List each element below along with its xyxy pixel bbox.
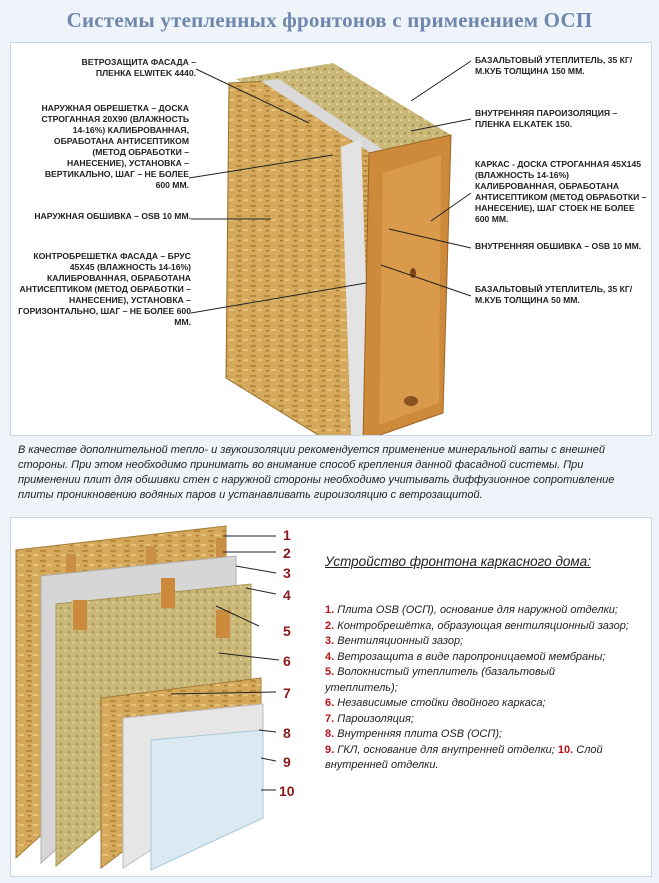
label-counter-battens: КОНТРОБРЕШЕТКА ФАСАДА – БРУС 45Х45 (ВЛАЖНОСТЬ 14-16%) КАЛИБРОВАННАЯ, ОБРАБОТАНА АНТИСЕПТИКОМ (МЕТОД ОБРАБОТКИ – НАНЕСЕНИЕ), УСТАНОВКА – ГОРИЗОНТАЛЬНО, ШАГ – НЕ БОЛЕЕ 600 ММ. [18,251,191,327]
diagram-number: 9 [283,754,291,770]
diagram-number: 6 [283,653,291,669]
leader-lines [11,43,651,435]
diagram-number: 7 [283,685,291,701]
top-illustration-panel [10,42,652,436]
diagram-number: 2 [283,545,291,561]
label-basalt-150: БАЗАЛЬТОВЫЙ УТЕПЛИТЕЛЬ, 35 КГ/М.КУБ ТОЛЩИНА 150 ММ. [475,55,633,76]
intro-paragraph: В качестве дополнительной тепло- и звукоизоляции рекомендуется применение минеральной ваты с внешней стороны. При этом необходимо принимать во внимание способ крепления данной фасадной системы. При применении плит для обшивки стен с наружной стороны необходимо учитывать диффузионное сопротивление плиты проникновению водяных паров и устанавливать гироизоляцию с ветрозащитой. [18,444,615,501]
device-list [325,603,630,774]
label-basalt-50: БАЗАЛЬТОВЫЙ УТЕПЛИТЕЛЬ, 35 КГ/М.КУБ ТОЛЩИНА 50 ММ. [475,284,633,305]
list-item: 1. Плита OSB (ОСП), основание для наружной отделки; 2. Контробрешётка, образующая вентиляционный зазор; 3. Вентиляционный зазор; 4. Ветрозащита в виде паропроницаемой мембраны; 5. Волокнистый утеплитель (базальтовый утеплитель); 6. Независимые стойки двойного каркаса; 7. Пароизоляция; 8. Внутренняя плита OSB (ОСП); 9. ГКЛ, основание для внутренней отделки; 10. Слой внутренней отделки. [325,604,629,771]
diagram-number: 4 [283,587,291,603]
layer-finish [151,730,263,870]
label-inner-osb: ВНУТРЕННЯЯ ОБШИВКА – OSB 10 ММ. [475,241,642,251]
diagram-number: 10 [279,783,295,799]
device-title: Устройство фронтона каркасного дома: [325,554,591,569]
label-wind-barrier: ВЕТРОЗАЩИТА ФАСАДА – ПЛЕНКА ELWITEK 4440. [81,57,196,78]
diagram-number: 1 [283,527,291,543]
label-outer-battens: НАРУЖНАЯ ОБРЕШЕТКА – ДОСКА СТРОГАННАЯ 20Х90 (ВЛАЖНОСТЬ 14-16%) КАЛИБРОВАННАЯ, ОБРАБОТАНА АНТИСЕПТИКОМ (МЕТОД ОБРАБОТКИ – НАНЕСЕНИЕ), УСТАНОВКА – ВЕРТИКАЛЬНО, ШАГ – НЕ БОЛЕЕ 600 ММ. [41,103,189,190]
label-frame-board: КАРКАС - ДОСКА СТРОГАННАЯ 45Х145 (ВЛАЖНОСТЬ 14-16%) КАЛИБРОВАННАЯ, ОБРАБОТАНА АНТИСЕПТИКОМ (МЕТОД ОБРАБОТКИ – НАНЕСЕНИЕ), ШАГ СТОЕК НЕ БОЛЕЕ 600 ММ. [475,159,647,224]
page-title: Системы утепленных фронтонов с применением ОСП [66,8,593,32]
layered-wall-diagram [11,518,311,876]
diagram-number: 5 [283,623,291,639]
label-vapor-barrier: ВНУТРЕННЯЯ ПАРОИЗОЛЯЦИЯ – ПЛЕНКА ELKATEK 150. [475,108,618,129]
diagram-number: 8 [283,725,291,741]
label-outer-osb: НАРУЖНАЯ ОБШИВКА – OSB 10 ММ. [34,211,191,221]
diagram-number: 3 [283,565,291,581]
